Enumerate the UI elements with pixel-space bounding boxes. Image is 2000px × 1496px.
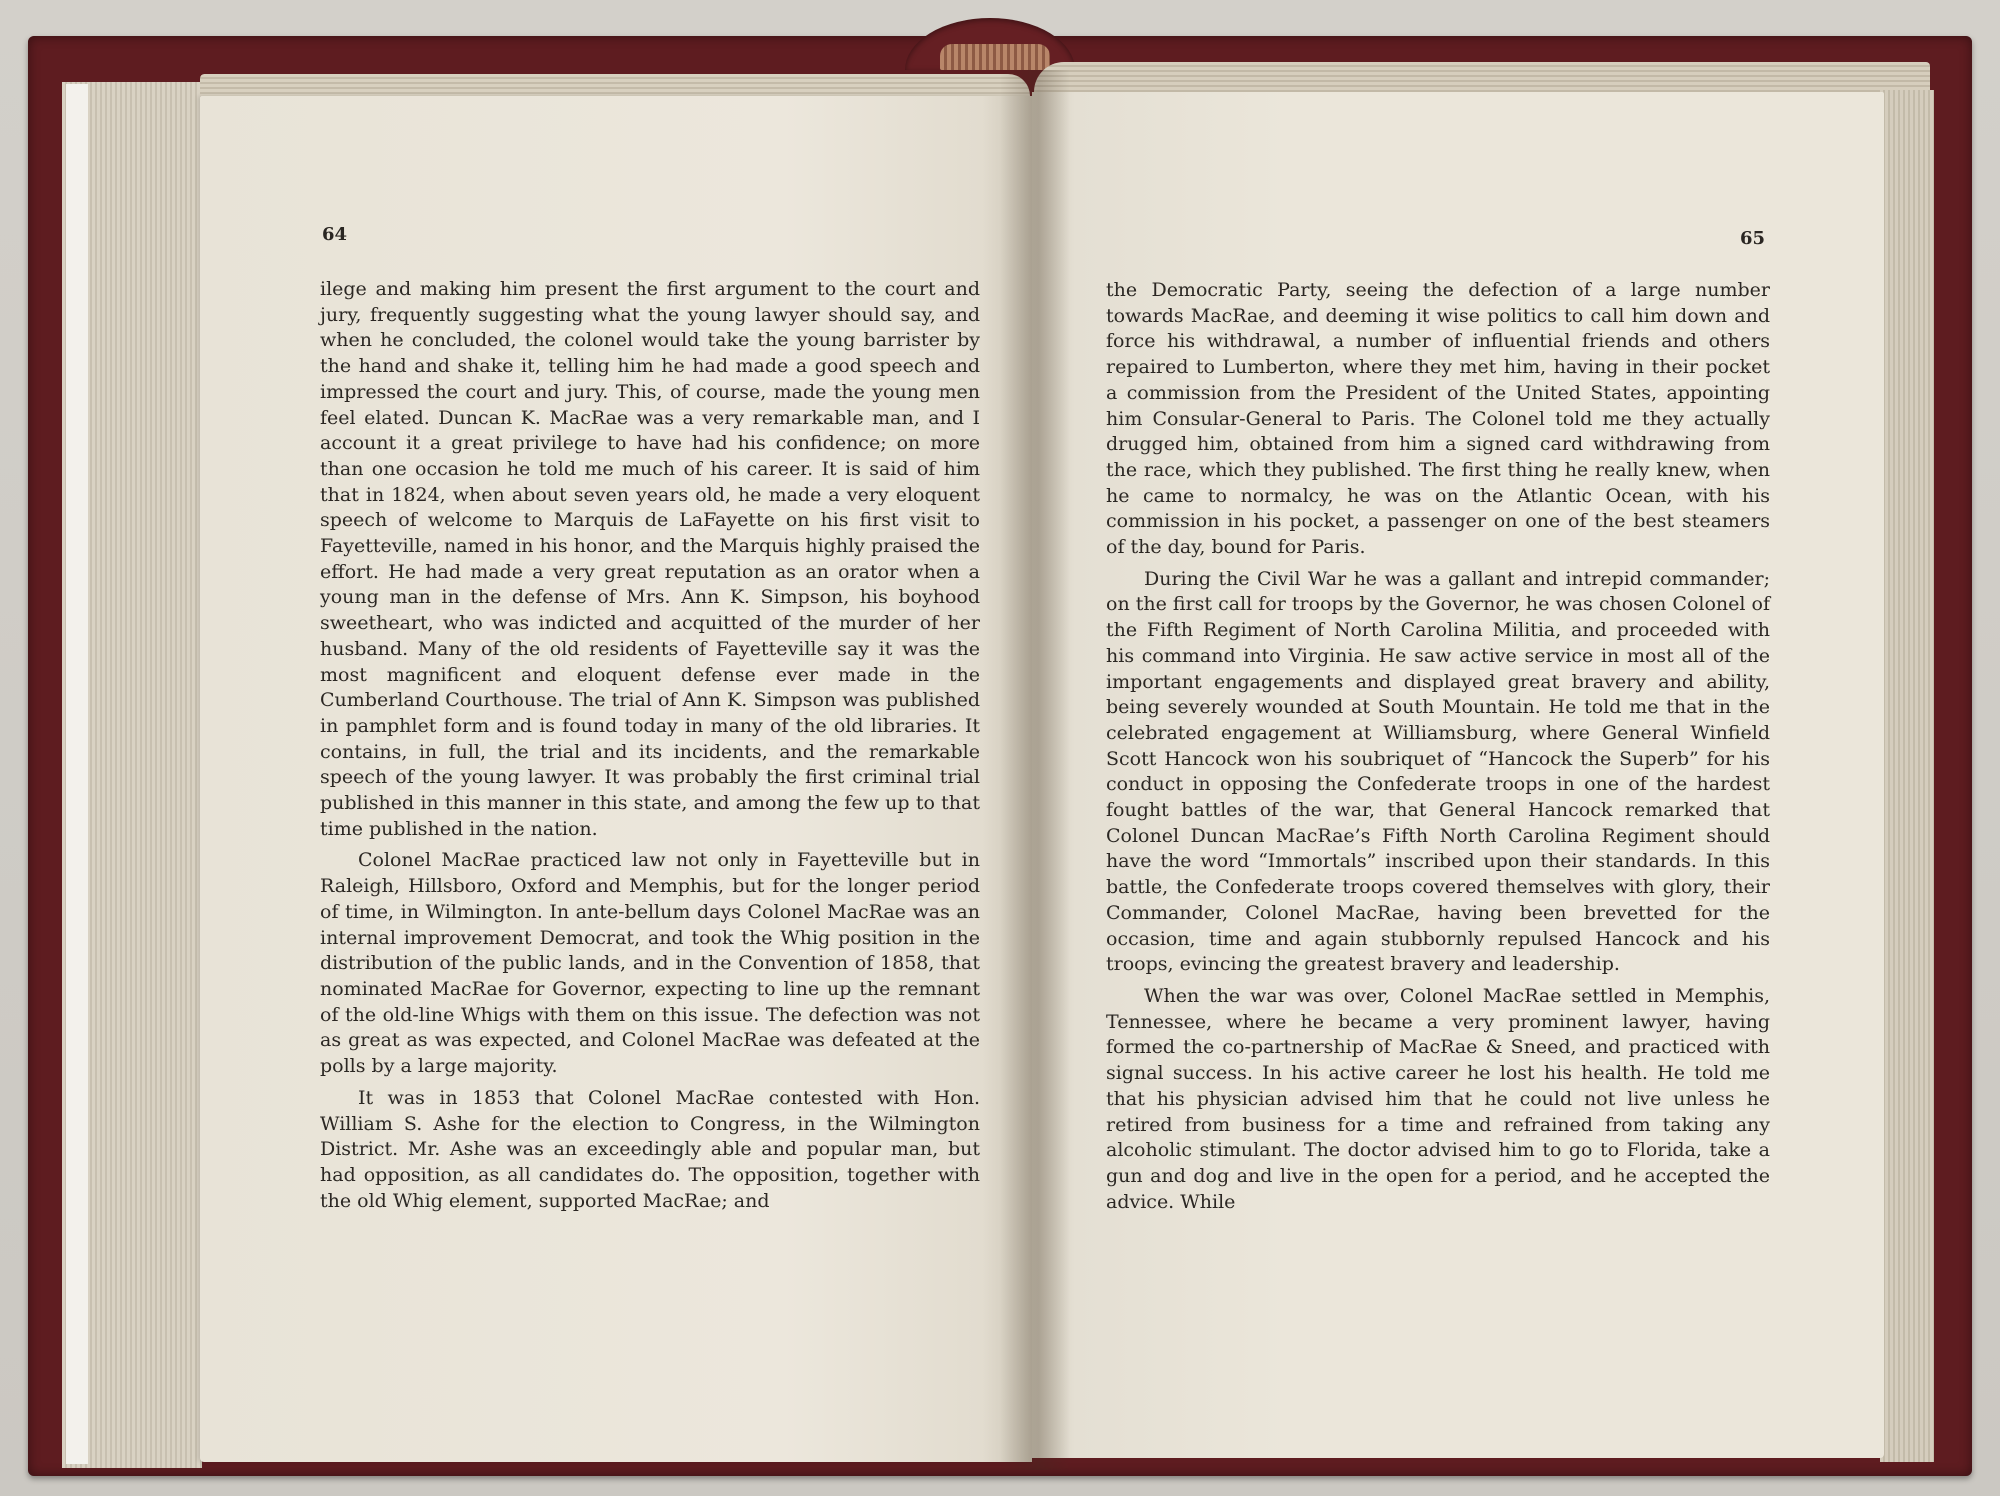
- page-stack-top-left: [200, 74, 1030, 96]
- right-page-number: 65: [1740, 228, 1766, 249]
- right-page-text: [1106, 278, 1770, 1221]
- endpaper-left: [66, 84, 88, 1464]
- paragraph: Colonel MacRae practiced law not only in Fayetteville but in Raleigh, Hillsboro, Oxford and Memphis, but for the longer period of time, in Wilmington. In ante-bellum days Colonel MacRae was an internal improvement Democrat, and took the Whig position in the distribution of the public lands, and in the Convention of 1858, that nominated MacRae for Governor, expecting to line up the remnant of the old-line Whigs with them on this issue. The defection was not as great as was expected, and Colonel MacRae was defeated at the polls by a large majority.: [320, 849, 980, 1078]
- page-stack-top-right: [1034, 62, 1930, 92]
- paragraph: During the Civil War he was a gallant and intrepid commander; on the first call for troops by the Governor, he was chosen Colonel of the Fifth Regiment of North Carolina Militia, and proceeded with his command into Virginia. He saw active service in most all of the important engagements and displayed great bravery and ability, being severely wounded at South Mountain. He told me that in the celebrated engagement at Williamsburg, where General Winfield Scott Hancock won his soubriquet of “Hancock the Superb” for his conduct in opposing the Confederate troops in one of the hardest fought battles of the war, that General Hancock remarked that Colonel Duncan MacRae’s Fifth North Carolina Regiment should have the word “Immortals” inscribed upon their standards. In this battle, the Confederate troops covered themselves with glory, their Commander, Colonel MacRae, having been brevetted for the occasion, time and again stubbornly repulsed Hancock and his troops, evincing the greatest bravery and leadership.: [1106, 567, 1770, 976]
- paragraph: When the war was over, Colonel MacRae settled in Memphis, Tennessee, where he became a very prominent lawyer, having formed the co-partnership of MacRae & Sneed, and practiced with signal success. In his active career he lost his health. He told me that his physician advised him that he could not live unless he retired from business for a time and refrained from taking any alcoholic stimulant. The doctor advised him to go to Florida, take a gun and dog and live in the open for a period, and he accepted the advice. While: [1106, 984, 1770, 1213]
- paragraph: ilege and making him present the first argument to the court and jury, frequently suggesting what the young lawyer should say, and when he concluded, the colonel would take the young barrister by the hand and shake it, telling him he had made a good speech and impressed the court and jury. This, of course, made the young men feel elated. Duncan K. MacRae was a very remarkable man, and I account it a great privilege to have had his confidence; on more than one occasion he told me much of his career. It is said of him that in 1824, when about seven years old, he made a very eloquent speech of welcome to Marquis de LaFayette on his first visit to Fayetteville, named in his honor, and the Marquis highly praised the effort. He had made a very great reputation as an orator when a young man in the defense of Mrs. Ann K. Simpson, his boyhood sweetheart, who was indicted and acquitted of the murder of her husband. Many of the old residents of Fayetteville say it was the most magnificent and eloquent defense ever made in the Cumberland Courthouse. The trial of Ann K. Simpson was published in pamphlet form and is found today in many of the old libraries. It contains, in full, the trial and its incidents, and the remarkable speech of the young lawyer. It was probably the first criminal trial published in this manner in this state, and among the few up to that time published in the nation.: [320, 278, 980, 840]
- book-headband: [940, 44, 1050, 70]
- paragraph: the Democratic Party, seeing the defection of a large number towards MacRae, and deeming it wise politics to call him down and force his withdrawal, a number of influential friends and others repaired to Lumberton, where they met him, having in their pocket a commission from the President of the United States, appointing him Consular-General to Paris. The Colonel told me they actually drugged him, obtained from him a signed card withdrawing from the race, which they published. The first thing he really knew, when he came to normalcy, he was on the Atlantic Ocean, with his commission in his pocket, a passenger on one of the best steamers of the day, bound for Paris.: [1106, 279, 1770, 559]
- left-page-text: [320, 277, 980, 1220]
- paragraph: It was in 1853 that Colonel MacRae contested with Hon. William S. Ashe for the election to Congress, in the Wilmington District. Mr. Ashe was an exceedingly able and popular man, but had opposition, as all candidates do. The opposition, together with the old Whig element, supported MacRae; and: [320, 1086, 980, 1212]
- left-page-number: 64: [322, 224, 348, 245]
- page-edges-right: [1880, 90, 1934, 1462]
- gutter-shadow: [1000, 70, 1070, 1470]
